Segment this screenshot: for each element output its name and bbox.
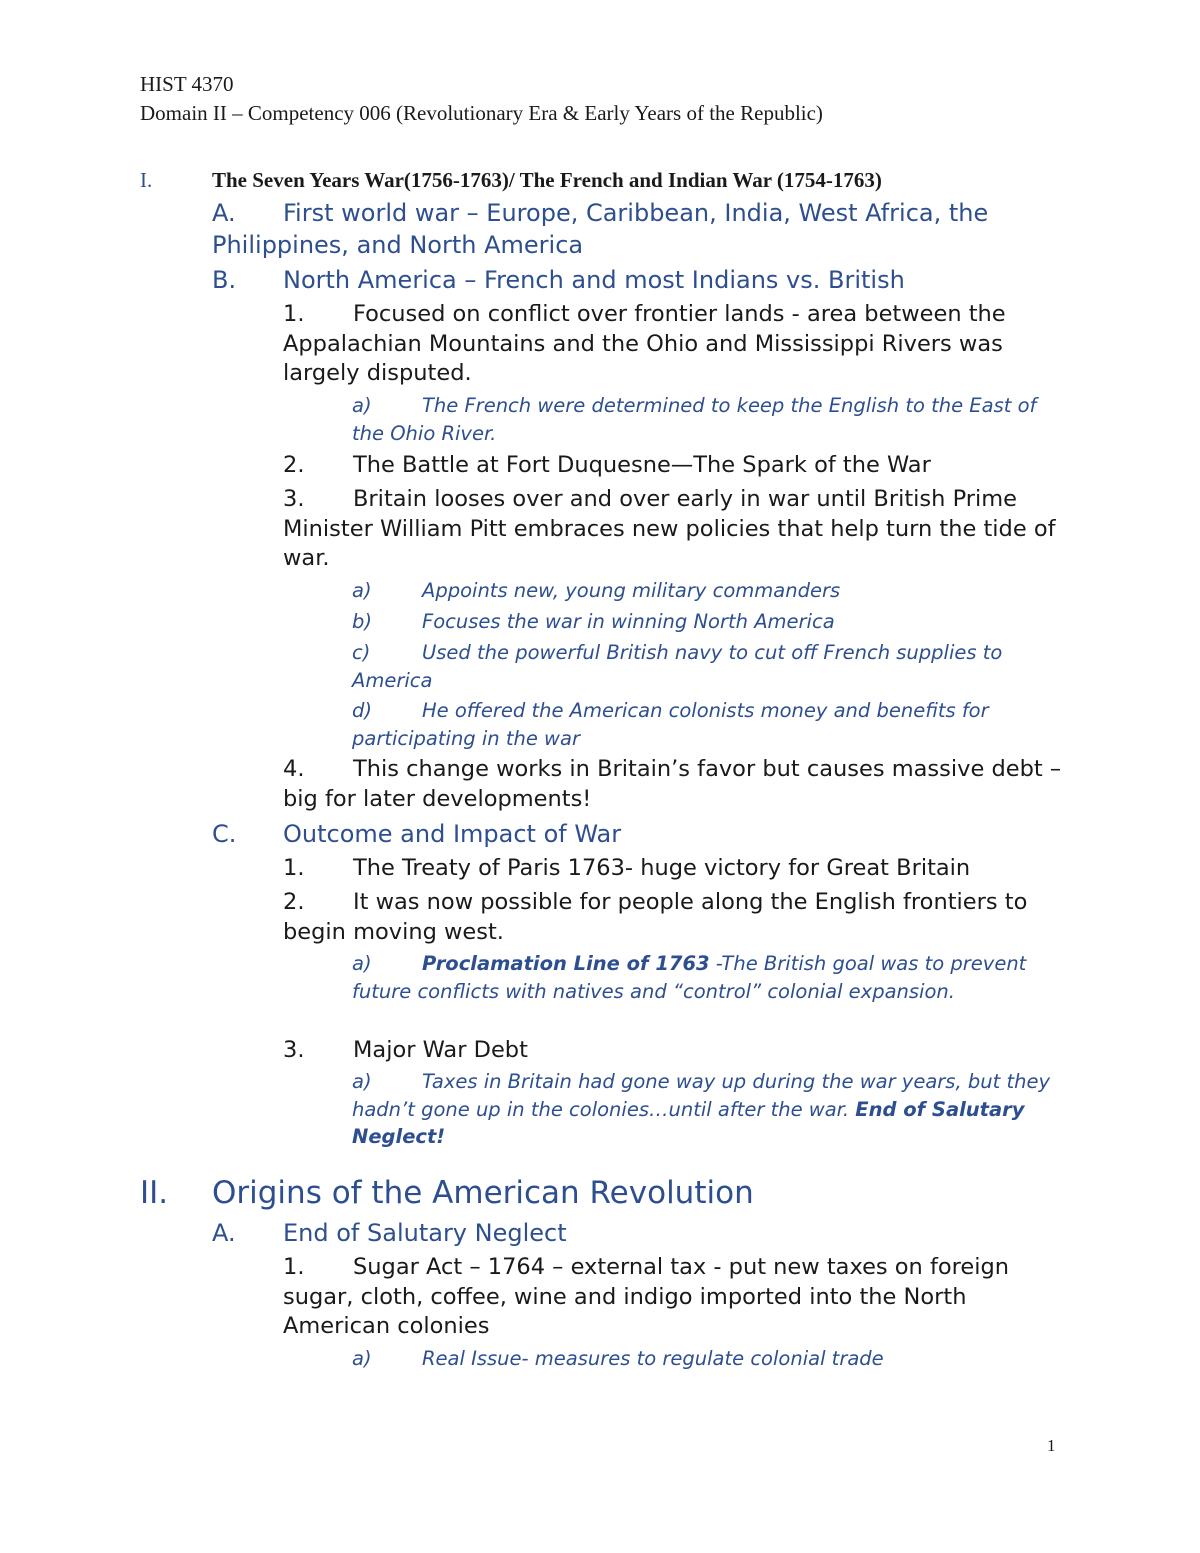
outline-item-1B1	[283, 300, 1073, 389]
item-marker: a)	[352, 579, 372, 602]
item-marker: A.	[212, 1219, 236, 1247]
item-marker: 1.	[283, 1254, 305, 1280]
outline-item-2A1	[283, 1253, 1073, 1342]
item-text: Real Issue- measures to regulate colonial trade	[422, 1347, 884, 1370]
item-text	[352, 1068, 1072, 1151]
item-text: North America – French and most Indians vs. British	[283, 266, 905, 294]
outline-item-2A	[212, 1217, 1072, 1249]
item-text: Focuses the war in winning North America	[422, 610, 835, 633]
section-2-marker: II.	[140, 1175, 169, 1211]
item-text	[352, 950, 1072, 1005]
item-text: Appoints new, young military commanders	[422, 579, 841, 602]
item-text: Britain looses over and over early in war until British Prime Minister William Pitt embraces new policies that help turn the tide of war.	[283, 486, 1056, 571]
item-marker: A.	[212, 199, 236, 227]
item-text: The Treaty of Paris 1763- huge victory for Great Britain	[353, 855, 971, 881]
section-1-marker: I.	[140, 168, 153, 192]
outline-item-1C3a	[352, 1068, 1072, 1151]
item-marker: 1.	[283, 855, 305, 881]
item-text: Major War Debt	[353, 1037, 528, 1063]
item-marker: a)	[352, 952, 372, 975]
outline-item-1C	[212, 818, 1072, 850]
item-text: Used the powerful British navy to cut off French supplies to America	[352, 641, 1003, 692]
outline-item-1B3d	[352, 697, 1072, 752]
item-text: Focused on conflict over frontier lands - area between the Appalachian Mountains and the Ohio and Mississippi Rivers was largely disputed.	[283, 301, 1006, 386]
item-marker: b)	[352, 610, 372, 633]
item-marker: a)	[352, 394, 372, 417]
item-text: It was now possible for people along the English frontiers to begin moving west.	[283, 889, 1028, 945]
outline-item-1B3	[283, 485, 1073, 574]
item-text: He offered the American colonists money and benefits for participating in the war	[352, 699, 989, 750]
outline-item-1B3a	[352, 577, 1072, 605]
item-text: This change works in Britain’s favor but causes massive debt – big for later developments!	[283, 756, 1062, 812]
item-marker: c)	[352, 641, 371, 664]
item-marker: d)	[352, 699, 372, 722]
document-subtitle: Domain II – Competency 006 (Revolutionary Era & Early Years of the Republic)	[140, 101, 823, 125]
outline-item-1B1a	[352, 392, 1072, 447]
item-marker: 2.	[283, 452, 305, 478]
item-marker: 3.	[283, 1037, 305, 1063]
section-1-title: The Seven Years War(1756-1763)/ The French and Indian War (1754-1763)	[212, 168, 882, 192]
item-marker: 1.	[283, 301, 305, 327]
item-text: First world war – Europe, Caribbean, India, West Africa, the Philippines, and North America	[212, 199, 989, 259]
war-debt-desc: Taxes in Britain had gone way up during the war years, but they hadn’t gone up in the colonies…until after the war.	[352, 1070, 1050, 1121]
item-text: End of Salutary Neglect	[283, 1219, 567, 1247]
outline-item-1B3c	[352, 639, 1072, 694]
item-marker: C.	[212, 820, 237, 848]
item-marker: a)	[352, 1070, 372, 1093]
outline-item-1B	[212, 264, 1072, 296]
proclamation-line-term: Proclamation Line of 1763	[422, 952, 710, 975]
item-text: Sugar Act – 1764 – external tax - put new taxes on foreign sugar, cloth, coffee, wine and indigo imported into the North American colonies	[283, 1254, 1010, 1339]
item-marker: 4.	[283, 756, 305, 782]
item-text: Outcome and Impact of War	[283, 820, 622, 848]
outline-item-2A1a	[352, 1345, 1072, 1373]
item-marker: 2.	[283, 889, 305, 915]
outline-item-1B3b	[352, 608, 1072, 636]
section-2-title: Origins of the American Revolution	[212, 1175, 754, 1211]
outline-item-1C2	[283, 888, 1073, 947]
document-header	[140, 70, 823, 128]
course-code: HIST 4370	[140, 72, 234, 96]
outline-item-1C1	[283, 854, 1073, 884]
section-2-heading	[140, 1173, 1080, 1213]
outline-item-1C3	[283, 1036, 1073, 1066]
outline-item-1C2a	[352, 950, 1072, 1005]
outline-item-1B2	[283, 451, 1073, 481]
item-marker: a)	[352, 1347, 372, 1370]
section-1-heading	[140, 166, 1080, 196]
salutary-neglect-end: End of Salutary Neglect!	[352, 1097, 1025, 1148]
outline-item-1B4	[283, 755, 1073, 814]
proclamation-line-desc: -The British goal was to prevent future conflicts with natives and “control” colonial expansion.	[352, 952, 1027, 1003]
item-text: The Battle at Fort Duquesne—The Spark of the War	[353, 452, 931, 478]
item-marker: B.	[212, 266, 237, 294]
page-number: 1	[1047, 1436, 1056, 1455]
item-marker: 3.	[283, 486, 305, 512]
item-text: The French were determined to keep the English to the East of the Ohio River.	[352, 394, 1037, 445]
outline-item-1A	[212, 197, 1072, 261]
